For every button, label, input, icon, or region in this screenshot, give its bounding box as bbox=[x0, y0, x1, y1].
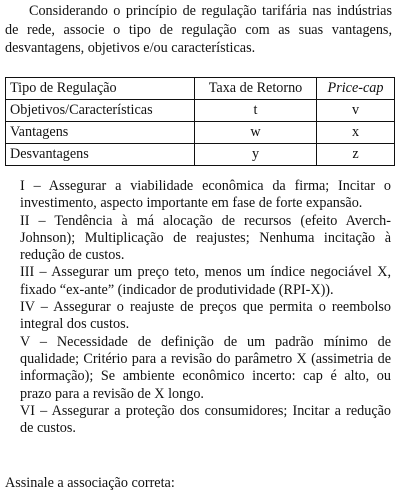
table-cell: y bbox=[195, 144, 317, 166]
table-header-cell: Tipo de Regulação bbox=[6, 78, 195, 100]
list-item: I – Assegurar a viabilidade econômica da firma; Incitar o investimento, aspecto importante em fase de forte expansão. bbox=[20, 178, 392, 212]
list-item: VI – Assegurar a proteção dos consumidores; Incitar a redução de custos. bbox=[20, 402, 392, 437]
table-cell: v bbox=[317, 100, 395, 122]
item-number: IV bbox=[20, 299, 35, 316]
item-text: Assegurar um preço teto, menos um índice negociável X, fixado “ex-ante” (indicador de produtividade (RPI-X)). bbox=[20, 264, 391, 298]
item-text: Tendência à má alocação de recursos (efeito Averch-Johnson); Multiplicação de reajustes; Nenhuma incitação à redução de custos. bbox=[20, 212, 392, 264]
item-number: II bbox=[20, 212, 30, 229]
table-cell: w bbox=[195, 122, 317, 144]
question-intro: Considerando o princípio de regulação tarifária nas indústrias de rede, associe o tipo de regulação com as suas vantagens, desvantagens, objetivos e/ou características. bbox=[5, 3, 392, 56]
list-item: V – Necessidade de definição de um padrão mínimo de qualidade; Critério para a revisão do parâmetro X (assimetria de informação); Se ambiente econômico incerto: cap é alto, ou prazo para a revisão de X longo. bbox=[20, 333, 392, 402]
list-item: III – Assegurar um preço teto, menos um índice negociável X, fixado “ex-ante” (indicador de produtividade (RPI-X)). bbox=[20, 264, 391, 298]
table-cell: t bbox=[195, 100, 317, 122]
regulation-table bbox=[5, 77, 395, 166]
item-number: V bbox=[20, 333, 30, 350]
table-header-cell: Taxa de Retorno bbox=[195, 78, 317, 100]
item-text: Assegurar a proteção dos consumidores; Incitar a redução de custos. bbox=[20, 402, 392, 437]
list-item: II – Tendência à má alocação de recursos (efeito Averch-Johnson); Multiplicação de reajustes; Nenhuma incitação à redução de custos. bbox=[20, 212, 392, 264]
table-header-row bbox=[6, 78, 395, 100]
item-number: I bbox=[20, 178, 25, 194]
table-cell: Desvantagens bbox=[6, 144, 195, 166]
item-number: VI bbox=[20, 402, 35, 419]
table-row bbox=[6, 144, 395, 166]
table-cell: Objetivos/Características bbox=[6, 100, 195, 122]
item-number: III bbox=[20, 264, 35, 281]
table-row bbox=[6, 122, 395, 144]
list-item: IV – Assegurar o reajuste de preços que permita o reembolso integral dos custos. bbox=[20, 299, 392, 333]
table-header-cell: Price-cap bbox=[317, 78, 395, 100]
table-cell: x bbox=[317, 122, 395, 144]
item-text: Assegurar a viabilidade econômica da firma; Incitar o investimento, aspecto importante em fase de forte expansão. bbox=[20, 178, 392, 212]
statement-list bbox=[5, 178, 391, 437]
item-text: Necessidade de definição de um padrão mínimo de qualidade; Critério para a revisão do parâmetro X (assimetria de informação); Se ambiente econômico incerto: cap é alto, ou prazo para a revisão de X longo. bbox=[20, 333, 392, 402]
table-row bbox=[6, 100, 395, 122]
item-text: Assegurar o reajuste de preços que permita o reembolso integral dos custos. bbox=[20, 299, 392, 333]
table-cell: Vantagens bbox=[6, 122, 195, 144]
question-prompt: Assinale a associação correta: bbox=[5, 475, 175, 491]
table-cell: z bbox=[317, 144, 395, 166]
